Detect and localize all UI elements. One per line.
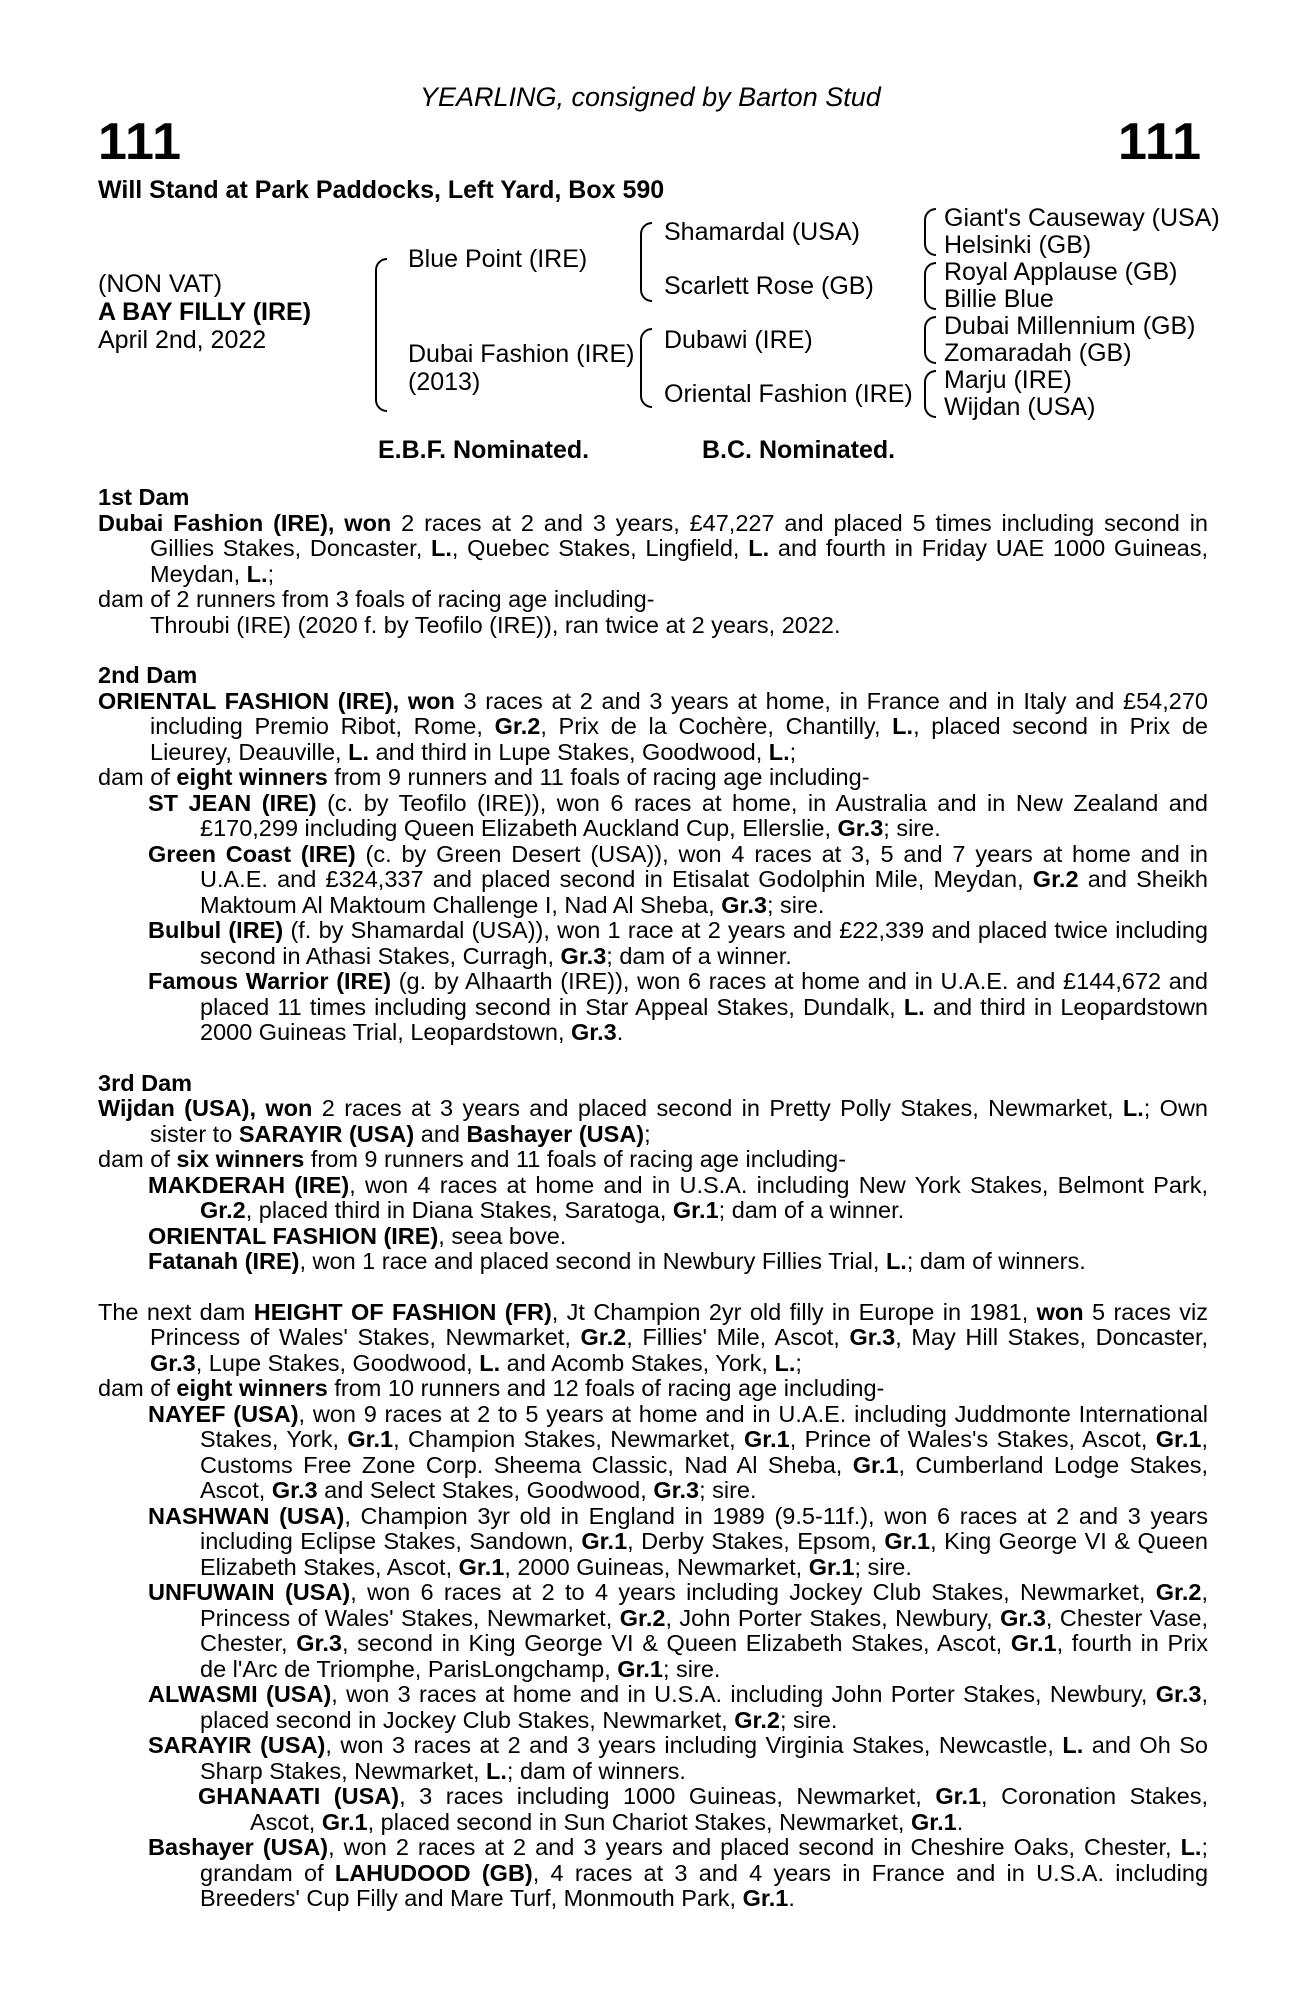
ebf-nominated: E.B.F. Nominated. xyxy=(378,436,590,464)
dam-sire: Dubawi (IRE) xyxy=(664,326,813,354)
ancestor-g1: Giant's Causeway (USA) xyxy=(944,204,1220,232)
ancestor-g8: Wijdan (USA) xyxy=(944,393,1096,421)
second-dam-summary: dam of eight winners from 9 runners and 11 foals of racing age including- xyxy=(98,764,870,790)
pedigree-brace xyxy=(375,258,387,412)
pedigree-brace xyxy=(924,208,936,256)
list-item: Bashayer (USA), won 2 races at 2 and 3 years and placed second in Cheshire Oaks, Chester, L.; grandam of LAHUDOOD (GB), 4 races at 3 and 4 years in France and in U.S.A. including Breeders' Cup Filly and Mare Turf, Monmouth Park, Gr.1. xyxy=(148,1834,1209,1911)
list-item: SARAYIR (USA), won 3 races at 2 and 3 years including Virginia Stakes, Newcastle, L. and Oh So Sharp Stakes, Newmarket, L.; dam of winners. xyxy=(148,1732,1209,1784)
first-dam-heading: 1st Dam xyxy=(98,484,190,510)
next-dam-record: The next dam HEIGHT OF FASHION (FR), Jt Champion 2yr old filly in Europe in 1981, won 5 races viz Princess of Wales' Stakes, Newmarket, Gr.2, Fillies' Mile, Ascot, Gr.3, May Hill Stakes, Doncaster, Gr.3, Lupe Stakes, Goodwood, L. and Acomb Stakes, York, L.; xyxy=(98,1298,1209,1376)
list-item: NAYEF (USA), won 9 races at 2 to 5 years at home and in U.A.E. including Juddmonte International Stakes, York, Gr.1, Champion Stakes, Newmarket, Gr.1, Prince of Wales's Stakes, Ascot, Gr.1, Customs Free Zone Corp. Sheema Classic, Nad Al Sheba, Gr.1, Cumberland Lodge Stakes, Ascot, Gr.3 and Select Stakes, Goodwood, Gr.3; sire. xyxy=(148,1400,1208,1503)
list-item: NASHWAN (USA), Champion 3yr old in England in 1989 (9.5-11f.), won 6 races at 2 and 3 years including Eclipse Stakes, Sandown, Gr.1, Derby Stakes, Epsom, Gr.1, King George VI & Queen Elizabeth Stakes, Ascot, Gr.1, 2000 Guineas, Newmarket, Gr.1; sire. xyxy=(148,1502,1208,1580)
ancestor-g6: Zomaradah (GB) xyxy=(944,339,1132,367)
first-dam-record: Dubai Fashion (IRE), won 2 races at 2 and 3 years, £47,227 and placed 5 times including second in Gillies Stakes, Doncaster, L., Quebec Stakes, Lingfield, L. and fourth in Friday UAE 1000 Guineas, Meydan, L.; xyxy=(98,509,1209,587)
sire-dam: Scarlett Rose (GB) xyxy=(664,272,874,300)
pedigree-brace xyxy=(924,262,936,310)
dam-year: (2013) xyxy=(408,368,481,396)
pedigree-brace xyxy=(640,328,652,408)
sire-sire: Shamardal (USA) xyxy=(664,218,860,246)
third-dam-heading: 3rd Dam xyxy=(98,1069,193,1096)
ancestor-g4: Billie Blue xyxy=(944,285,1054,313)
list-item: Bulbul (IRE) (f. by Shamardal (USA)), won 1 race at 2 years and £22,339 and placed twice including second in Athasi Stakes, Curragh, Gr.3; dam of a winner. xyxy=(148,917,1208,969)
pedigree-brace xyxy=(924,370,936,418)
list-item: Fatanah (IRE), won 1 race and placed second in Newbury Fillies Trial, L.; dam of winners. xyxy=(148,1248,1086,1274)
second-dam-record: ORIENTAL FASHION (IRE), won 3 races at 2 and 3 years at home, in France and in Italy and £54,270 including Premio Ribot, Rome, Gr.2, Prix de la Cochère, Chantilly, L., placed second in Prix de Lieurey, Deauville, L. and third in Lupe Stakes, Goodwood, L.; xyxy=(98,687,1208,765)
list-item: MAKDERAH (IRE), won 4 races at home and in U.S.A. including New York Stakes, Belmont Park, Gr.2, placed third in Diana Stakes, Saratoga, Gr.1; dam of a winner. xyxy=(148,1171,1208,1223)
list-item: ALWASMI (USA), won 3 races at home and in U.S.A. including John Porter Stakes, Newbury, Gr.3, placed second in Jockey Club Stakes, Newmarket, Gr.2; sire. xyxy=(148,1681,1208,1733)
list-item: GHANAATI (USA), 3 races including 1000 Guineas, Newmarket, Gr.1, Coronation Stakes, Ascot, Gr.1, placed second in Sun Chariot Stakes, Newmarket, Gr.1. xyxy=(198,1783,1208,1835)
list-item: Famous Warrior (IRE) (g. by Alhaarth (IRE)), won 6 races at home and in U.A.E. and £144,672 and placed 11 times including second in Star Appeal Stakes, Dundalk, L. and third in Leopardstown 2000 Guineas Trial, Leopardstown, Gr.3. xyxy=(148,968,1208,1045)
list-item: Green Coast (IRE) (c. by Green Desert (USA)), won 4 races at 3, 5 and 7 years at home and in U.A.E. and £324,337 and placed second in Etisalat Godolphin Mile, Meydan, Gr.2 and Sheikh Maktoum Al Maktoum Challenge I, Nad Al Sheba, Gr.3; sire. xyxy=(148,840,1208,918)
catalogue-body xyxy=(98,485,1208,1912)
dam-dam: Oriental Fashion (IRE) xyxy=(664,380,913,408)
lot-number-right: 111 xyxy=(1117,113,1202,171)
second-dam-heading: 2nd Dam xyxy=(98,662,198,688)
ancestor-g5: Dubai Millennium (GB) xyxy=(944,312,1196,340)
first-dam-summary: dam of 2 runners from 3 foals of racing age including- xyxy=(98,586,655,612)
sire: Blue Point (IRE) xyxy=(408,245,588,273)
stand-location: Will Stand at Park Paddocks, Left Yard, Box 590 xyxy=(98,176,665,204)
ancestor-g2: Helsinki (GB) xyxy=(944,231,1092,259)
vat-status: (NON VAT) xyxy=(98,270,223,298)
list-item: UNFUWAIN (USA), won 6 races at 2 to 4 years including Jockey Club Stakes, Newmarket, Gr.2, Princess of Wales' Stakes, Newmarket, Gr.2, John Porter Stakes, Newbury, Gr.3, Chester Vase, Chester, Gr.3, second in King George VI & Queen Elizabeth Stakes, Ascot, Gr.1, fourth in Prix de l'Arc de Triomphe, ParisLongchamp, Gr.1; sire. xyxy=(148,1579,1208,1682)
ancestor-g7: Marju (IRE) xyxy=(944,366,1072,394)
next-dam-summary: dam of eight winners from 10 runners and 12 foals of racing age including- xyxy=(98,1375,885,1401)
ancestor-g3: Royal Applause (GB) xyxy=(944,258,1178,286)
bc-nominated: B.C. Nominated. xyxy=(702,436,896,464)
third-dam-record: Wijdan (USA), won 2 races at 3 years and placed second in Pretty Polly Stakes, Newmarket, L.; Own sister to SARAYIR (USA) and Bashayer (USA); xyxy=(98,1095,1208,1147)
list-item: ORIENTAL FASHION (IRE), seea bove. xyxy=(148,1222,567,1249)
third-dam-summary: dam of six winners from 9 runners and 11 foals of racing age including- xyxy=(98,1146,847,1172)
foaling-date: April 2nd, 2022 xyxy=(98,326,267,354)
lot-number-left: 111 xyxy=(98,113,183,171)
pedigree-brace xyxy=(924,316,936,364)
dam: Dubai Fashion (IRE) xyxy=(408,340,635,368)
first-dam-offspring: Throubi (IRE) (2020 f. by Teofilo (IRE)), ran twice at 2 years, 2022. xyxy=(150,611,841,638)
pedigree-brace xyxy=(640,222,652,302)
list-item: ST JEAN (IRE) (c. by Teofilo (IRE)), won 6 races at home, in Australia and in New Zealand and £170,299 including Queen Elizabeth Auckland Cup, Ellerslie, Gr.3; sire. xyxy=(148,789,1208,841)
consignor-line: YEARLING, consigned by Barton Stud xyxy=(420,82,881,112)
horse-name: A BAY FILLY (IRE) xyxy=(98,298,312,326)
